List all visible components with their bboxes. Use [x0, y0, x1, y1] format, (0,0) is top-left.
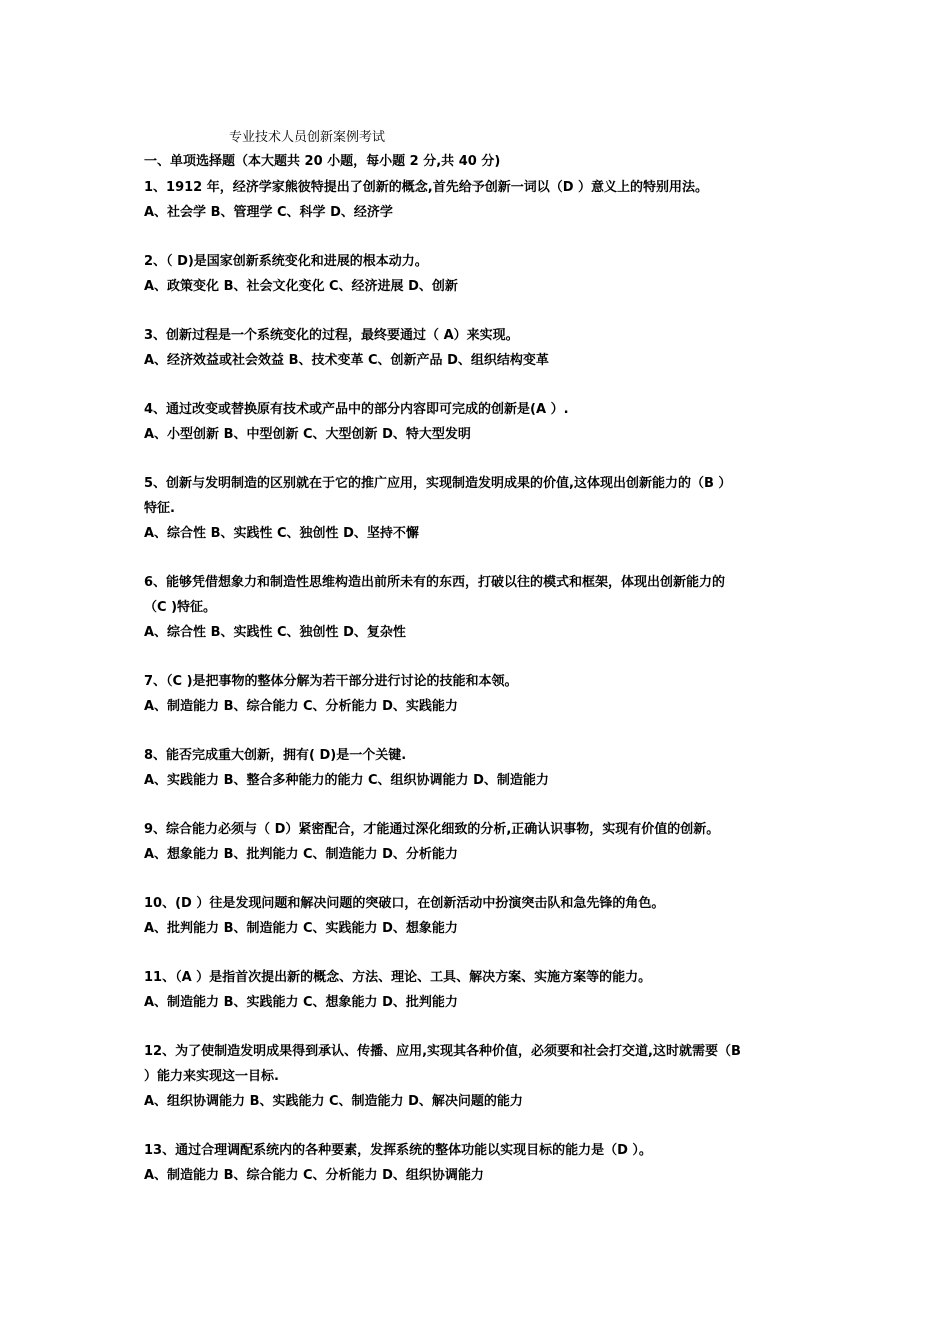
question-text: 11、（A ）是指首次提出新的概念、方法、理论、工具、解决方案、实施方案等的能力。 [144, 970, 652, 985]
question-options: A、组织协调能力 B、实践能力 C、制造能力 D、解决问题的能力 [144, 1094, 523, 1109]
question-item [144, 323, 814, 373]
question-text: 3、创新过程是一个系统变化的过程，最终要通过（ A）来实现。 [144, 328, 519, 343]
question-item [144, 471, 814, 546]
document-title: 专业技术人员创新案例考试 [229, 130, 386, 145]
question-list [144, 175, 814, 1212]
question-options: A、想象能力 B、批判能力 C、制造能力 D、分析能力 [144, 847, 458, 862]
question-item [144, 1138, 814, 1188]
question-item [144, 570, 814, 645]
question-item [144, 397, 814, 447]
question-options: A、政策变化 B、社会文化变化 C、经济进展 D、创新 [144, 279, 458, 294]
question-item [144, 1039, 814, 1114]
question-item [144, 249, 814, 299]
question-text: 7、（C )是把事物的整体分解为若干部分进行讨论的技能和本领。 [144, 674, 518, 689]
question-options: A、制造能力 B、实践能力 C、想象能力 D、批判能力 [144, 995, 458, 1010]
question-item [144, 817, 814, 867]
question-item [144, 743, 814, 793]
question-text-continued: 特征. [144, 501, 175, 516]
question-options: A、综合性 B、实践性 C、独创性 D、复杂性 [144, 625, 406, 640]
section-heading: 一、单项选择题（本大题共 20 小题，每小题 2 分,共 40 分) [144, 154, 501, 169]
question-item [144, 669, 814, 719]
question-options: A、制造能力 B、综合能力 C、分析能力 D、实践能力 [144, 699, 458, 714]
question-text: 10、(D ）往是发现问题和解决问题的突破口，在创新活动中扮演突击队和急先锋的角色。 [144, 896, 665, 911]
question-options: A、小型创新 B、中型创新 C、大型创新 D、特大型发明 [144, 427, 471, 442]
question-item [144, 891, 814, 941]
question-item [144, 175, 814, 225]
question-item [144, 965, 814, 1015]
question-options: A、社会学 B、管理学 C、科学 D、经济学 [144, 205, 393, 220]
question-text: 13、通过合理调配系统内的各种要素，发挥系统的整体功能以实现目标的能力是（D ）。 [144, 1143, 652, 1158]
question-text: 5、创新与发明制造的区别就在于它的推广应用，实现制造发明成果的价值,这体现出创新能力的（B ） [144, 476, 732, 491]
question-options: A、批判能力 B、制造能力 C、实践能力 D、想象能力 [144, 921, 458, 936]
question-options: A、综合性 B、实践性 C、独创性 D、坚持不懈 [144, 526, 419, 541]
question-text-continued: （C )特征。 [144, 600, 217, 615]
question-text: 9、综合能力必须与（ D）紧密配合，才能通过深化细致的分析,正确认识事物，实现有价值的创新。 [144, 822, 720, 837]
question-text: 2、（ D)是国家创新系统变化和进展的根本动力。 [144, 254, 428, 269]
question-text-continued: ）能力来实现这一目标. [144, 1069, 279, 1084]
question-options: A、制造能力 B、综合能力 C、分析能力 D、组织协调能力 [144, 1168, 484, 1183]
question-text: 8、能否完成重大创新，拥有( D)是一个关键. [144, 748, 407, 763]
question-options: A、经济效益或社会效益 B、技术变革 C、创新产品 D、组织结构变革 [144, 353, 549, 368]
question-text: 1、1912 年，经济学家熊彼特提出了创新的概念,首先给予创新一词以（D ）意义上的特别用法。 [144, 180, 709, 195]
question-options: A、实践能力 B、整合多种能力的能力 C、组织协调能力 D、制造能力 [144, 773, 549, 788]
question-text: 12、为了使制造发明成果得到承认、传播、应用,实现其各种价值，必须要和社会打交道,这时就需要（B [144, 1044, 741, 1059]
question-text: 4、通过改变或替换原有技术或产品中的部分内容即可完成的创新是(A ）. [144, 402, 569, 417]
question-text: 6、能够凭借想象力和制造性思维构造出前所未有的东西，打破以往的模式和框架，体现出创新能力的 [144, 575, 726, 590]
